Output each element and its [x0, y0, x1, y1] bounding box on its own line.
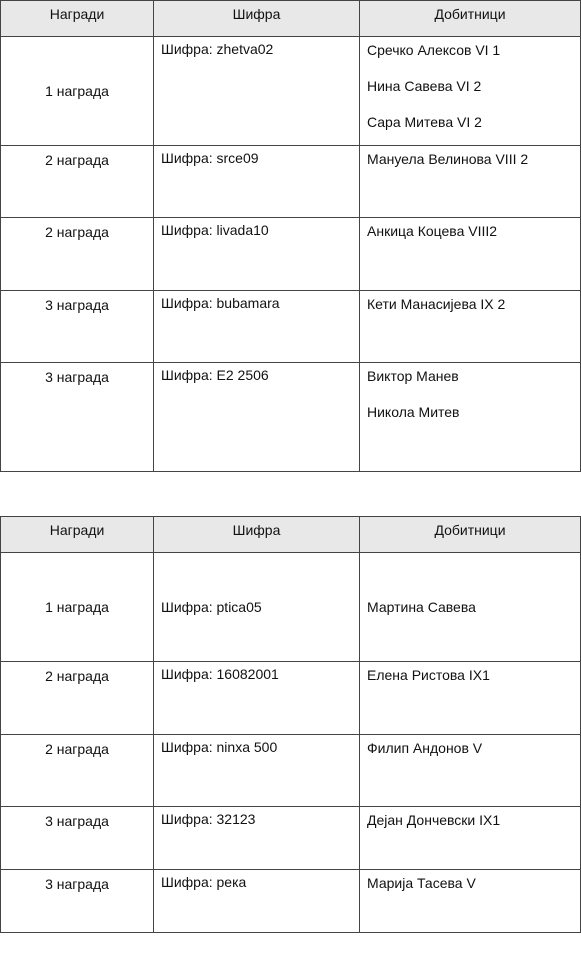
code-cell: Шифра: ninxa 500: [154, 735, 360, 807]
prize-cell: 1 награда: [1, 37, 154, 146]
winners-cell: [360, 363, 581, 472]
header-code: Шифра: [154, 517, 360, 553]
prize-cell: 1 награда: [1, 553, 154, 662]
prize-cell: 2 награда: [1, 146, 154, 218]
table-row: [1, 870, 581, 933]
winners-cell: [360, 37, 581, 146]
header-winners: Добитници: [360, 517, 581, 553]
code-cell: Шифра: bubamara: [154, 291, 360, 363]
code-cell: Шифра: zhetva02: [154, 37, 360, 146]
winners-cell: [360, 870, 581, 933]
winner-name: Никола Митев: [367, 404, 460, 420]
table-row: [1, 37, 581, 146]
winner-name: Нина Савева VI 2: [367, 78, 482, 94]
winner-name: Елена Ристова IX1: [367, 667, 490, 683]
winner-name: Дејан Дончевски IX1: [367, 812, 501, 828]
table-row: [1, 363, 581, 472]
code-cell: Шифра: Е2 2506: [154, 363, 360, 472]
code-cell: Шифра: livada10: [154, 218, 360, 291]
prize-cell: 2 награда: [1, 735, 154, 807]
winner-name: Сречко Алексов VI 1: [367, 42, 501, 58]
header-prizes: Награди: [1, 1, 154, 37]
awards-table-1: [0, 0, 581, 472]
table-row: [1, 807, 581, 870]
prize-cell: 3 награда: [1, 807, 154, 870]
table-row: [1, 146, 581, 218]
prize-cell: 2 награда: [1, 218, 154, 291]
table-row: [1, 662, 581, 735]
winner-name: Марија Тасева V: [367, 875, 476, 891]
winners-cell: [360, 553, 581, 662]
code-cell: Шифра: srce09: [154, 146, 360, 218]
code-cell: Шифра: река: [154, 870, 360, 933]
header-winners: Добитници: [360, 1, 581, 37]
winners-cell: [360, 662, 581, 735]
awards-table-2: [0, 516, 581, 933]
table-row: [1, 553, 581, 662]
table-header-row: [1, 1, 581, 37]
header-prizes: Награди: [1, 517, 154, 553]
table-row: [1, 291, 581, 363]
winner-name: Мартина Савева: [367, 599, 476, 615]
prize-cell: 2 награда: [1, 662, 154, 735]
prize-cell: 3 награда: [1, 291, 154, 363]
winners-cell: [360, 291, 581, 363]
code-cell: Шифра: 16082001: [154, 662, 360, 735]
winner-name: Мануела Велинова VIII 2: [367, 151, 529, 167]
winner-name: Анкица Коцева VIII2: [367, 223, 498, 239]
prize-cell: 3 награда: [1, 870, 154, 933]
table-header-row: [1, 517, 581, 553]
header-code: Шифра: [154, 1, 360, 37]
code-cell: Шифра: 32123: [154, 807, 360, 870]
winners-cell: [360, 146, 581, 218]
winner-name: Сара Митева VI 2: [367, 114, 482, 130]
winners-cell: [360, 735, 581, 807]
winner-name: Кети Манасиjева IX 2: [367, 296, 506, 312]
winners-cell: [360, 807, 581, 870]
winners-cell: [360, 218, 581, 291]
table-row: [1, 218, 581, 291]
winner-name: Филип Андонов V: [367, 740, 483, 756]
winner-name: Виктор Манев: [367, 368, 459, 384]
prize-cell: 3 награда: [1, 363, 154, 472]
table-row: [1, 735, 581, 807]
code-cell: Шифра: ptica05: [154, 553, 360, 662]
